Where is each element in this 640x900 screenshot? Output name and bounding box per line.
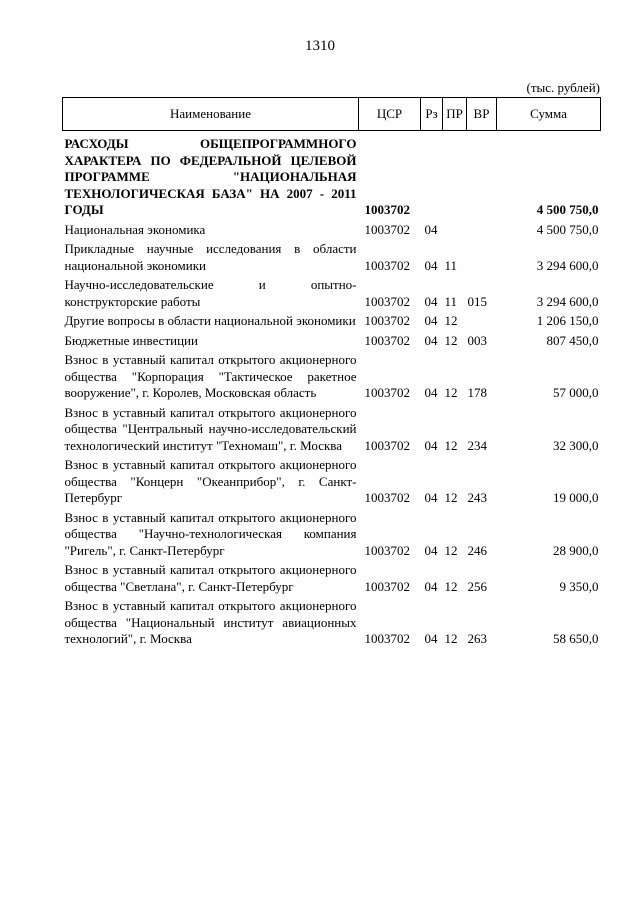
table-header-row bbox=[63, 98, 601, 131]
row-pr bbox=[443, 221, 467, 241]
row-rz: 04 bbox=[424, 490, 438, 505]
row-pr: 12 bbox=[444, 332, 458, 348]
row-pr: 12 bbox=[444, 490, 458, 505]
row-name: Взнос в уставный капитал открытого акционерного общества "Концерн "Океанприбор", г. Санкт-Петербург bbox=[64, 457, 357, 505]
row-sum: 57 000,0 bbox=[553, 385, 599, 400]
row-sum: 4 500 750,0 bbox=[536, 221, 599, 237]
row-vr: 256 bbox=[467, 578, 487, 594]
table-row bbox=[63, 509, 601, 562]
row-name: Бюджетные инвестиции bbox=[64, 332, 198, 348]
row-pr: 12 bbox=[444, 313, 458, 328]
row-name: Научно-исследовательские и опытно-конструкторские работы bbox=[64, 277, 357, 309]
row-sum: 807 450,0 bbox=[546, 332, 599, 348]
row-name: Взнос в уставный капитал открытого акционерного общества "Центральный научно-исследовательский технологический институт "Техномаш", г. Москва bbox=[64, 404, 357, 453]
row-pr: 12 bbox=[444, 578, 458, 594]
header-csr: ЦСР bbox=[359, 98, 421, 131]
row-vr: 263 bbox=[467, 631, 487, 646]
row-vr: 243 bbox=[467, 490, 487, 505]
row-csr: 1003702 bbox=[364, 221, 410, 237]
row-name: Взнос в уставный капитал открытого акционерного общества "Корпорация "Тактическое ракетное вооружение", г. Королев, Московская область bbox=[64, 352, 357, 400]
table-row bbox=[63, 456, 601, 509]
row-csr: 1003702 bbox=[364, 385, 410, 400]
row-vr: 234 bbox=[467, 437, 487, 453]
row-sum: 9 350,0 bbox=[559, 578, 599, 594]
row-name: Взнос в уставный капитал открытого акционерного общества "Национальный институт авиационных технологий", г. Москва bbox=[64, 598, 357, 646]
table-row bbox=[63, 131, 601, 221]
row-vr bbox=[467, 131, 497, 221]
row-vr: 003 bbox=[467, 332, 487, 348]
table-row bbox=[63, 404, 601, 457]
row-vr bbox=[467, 240, 497, 276]
row-name: Взнос в уставный капитал открытого акционерного общества "Научно-технологическая компания "Ригель", г. Санкт-Петербург bbox=[64, 509, 357, 558]
row-pr: 12 bbox=[444, 437, 458, 453]
row-vr bbox=[467, 312, 497, 332]
row-csr: 1003702 bbox=[364, 631, 410, 646]
row-vr: 015 bbox=[467, 293, 487, 309]
row-sum: 28 900,0 bbox=[553, 542, 599, 558]
row-rz: 04 bbox=[424, 313, 438, 328]
row-csr: 1003702 bbox=[364, 542, 410, 558]
header-rz: Рз bbox=[421, 98, 443, 131]
row-sum: 3 294 600,0 bbox=[536, 293, 599, 309]
row-name: Другие вопросы в области национальной экономики bbox=[64, 313, 356, 328]
units-label: (тыс. рублей) bbox=[526, 80, 600, 95]
row-rz: 04 bbox=[424, 293, 438, 309]
row-rz: 04 bbox=[424, 578, 438, 594]
row-sum: 3 294 600,0 bbox=[536, 257, 599, 273]
table-row bbox=[63, 240, 601, 276]
row-pr: 11 bbox=[444, 257, 458, 273]
row-pr: 11 bbox=[444, 293, 458, 309]
row-csr: 1003702 bbox=[364, 490, 410, 505]
row-rz: 04 bbox=[424, 437, 438, 453]
row-rz: 04 bbox=[424, 542, 438, 558]
table-row bbox=[63, 312, 601, 332]
row-sum: 32 300,0 bbox=[553, 437, 599, 453]
header-vr: ВР bbox=[467, 98, 497, 131]
row-csr: 1003702 bbox=[364, 293, 410, 309]
row-sum: 19 000,0 bbox=[553, 490, 599, 505]
table-row bbox=[63, 561, 601, 597]
row-vr bbox=[467, 221, 497, 241]
row-rz: 04 bbox=[424, 257, 438, 273]
header-name: Наименование bbox=[63, 98, 359, 131]
row-name: Взнос в уставный капитал открытого акционерного общества "Светлана", г. Санкт-Петербург bbox=[64, 562, 357, 594]
table-row bbox=[63, 351, 601, 404]
header-sum: Сумма bbox=[497, 98, 601, 131]
row-pr: 12 bbox=[444, 631, 458, 646]
page-number: 1310 bbox=[305, 38, 335, 54]
row-rz bbox=[421, 131, 443, 221]
row-csr: 1003702 bbox=[364, 437, 410, 453]
table-row bbox=[63, 221, 601, 241]
row-name: Прикладные научные исследования в области национальной экономики bbox=[64, 241, 357, 273]
row-rz: 04 bbox=[424, 631, 438, 646]
row-vr: 246 bbox=[467, 542, 487, 558]
table-row bbox=[63, 332, 601, 352]
row-rz: 04 bbox=[424, 221, 438, 237]
budget-table bbox=[62, 97, 601, 650]
row-csr: 1003702 bbox=[364, 313, 410, 328]
row-pr bbox=[443, 131, 467, 221]
row-rz: 04 bbox=[424, 385, 438, 400]
row-sum: 58 650,0 bbox=[553, 631, 599, 646]
row-name: Национальная экономика bbox=[64, 221, 206, 237]
row-csr: 1003702 bbox=[364, 332, 410, 348]
row-csr: 1003702 bbox=[364, 202, 410, 217]
row-rz: 04 bbox=[424, 332, 438, 348]
row-sum: 1 206 150,0 bbox=[536, 313, 599, 328]
table-row bbox=[63, 276, 601, 312]
row-csr: 1003702 bbox=[364, 257, 410, 273]
row-name: РАСХОДЫ ОБЩЕПРОГРАММНОГО ХАРАКТЕРА ПО ФЕДЕРАЛЬНОЙ ЦЕЛЕВОЙ ПРОГРАММЕ "НАЦИОНАЛЬНАЯ ТЕХНОЛОГИЧЕСКАЯ БАЗА" НА 2007 - 2011 ГОДЫ bbox=[64, 136, 357, 217]
row-pr: 12 bbox=[444, 385, 458, 400]
row-csr: 1003702 bbox=[364, 578, 410, 594]
table-row bbox=[63, 597, 601, 650]
row-pr: 12 bbox=[444, 542, 458, 558]
row-vr: 178 bbox=[467, 385, 487, 400]
header-pr: ПР bbox=[443, 98, 467, 131]
row-sum: 4 500 750,0 bbox=[536, 202, 599, 217]
